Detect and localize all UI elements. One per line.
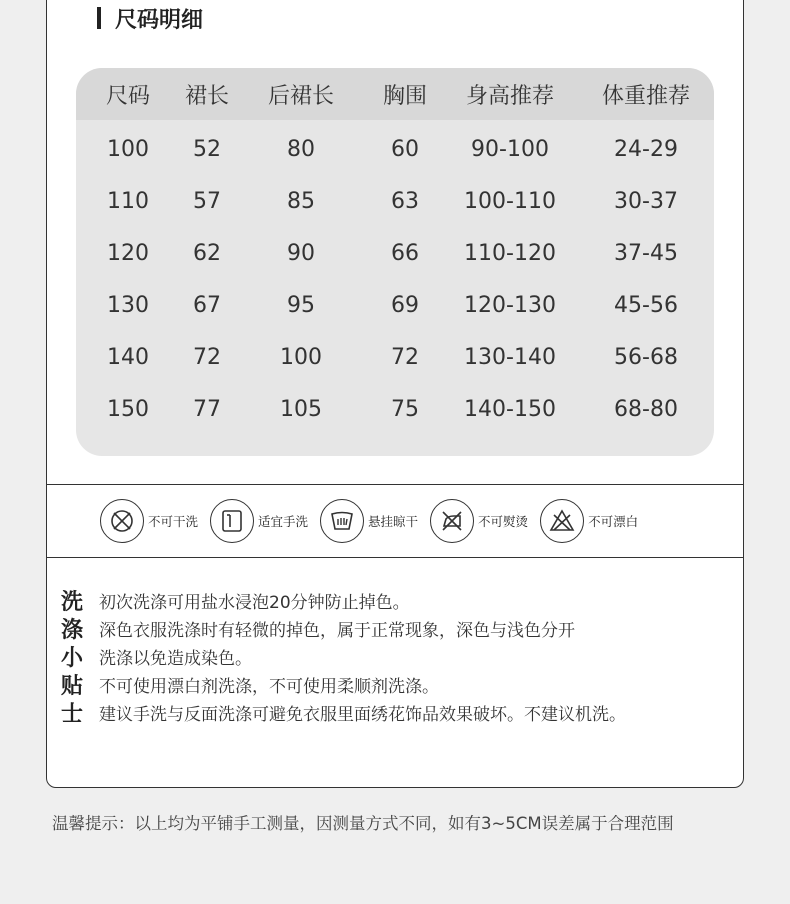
table-cell: 24-29 bbox=[614, 136, 678, 162]
header-cell: 后裙长 bbox=[267, 83, 334, 109]
care-label: 不可干洗 bbox=[148, 514, 199, 529]
hang-dry-icon bbox=[320, 499, 364, 543]
tip-text: 洗涤以免造成染色。 bbox=[99, 648, 252, 669]
no-dry-clean-icon bbox=[100, 499, 144, 543]
table-cell: 110 bbox=[107, 188, 149, 214]
measurement-note: 温馨提示：以上均为平铺手工测量，因测量方式不同，如有3~5CM误差属于合理范围 bbox=[52, 814, 674, 833]
tip-line bbox=[61, 670, 741, 698]
table-cell: 120-130 bbox=[464, 292, 556, 318]
care-item bbox=[320, 499, 418, 543]
care-item bbox=[210, 499, 308, 543]
table-cell: 130-140 bbox=[464, 344, 556, 370]
tip-text: 初次洗涤可用盐水浸泡20分钟防止掉色。 bbox=[99, 592, 410, 613]
table-cell: 130 bbox=[107, 292, 149, 318]
table-cell: 60 bbox=[391, 136, 419, 162]
table-body bbox=[76, 120, 714, 435]
tip-heading-char: 贴 bbox=[61, 673, 84, 699]
table-row bbox=[76, 175, 714, 227]
table-cell: 45-56 bbox=[614, 292, 678, 318]
tip-line bbox=[61, 586, 741, 614]
tip-heading-char: 洗 bbox=[61, 589, 84, 615]
table-cell: 150 bbox=[107, 396, 149, 422]
table-cell: 110-120 bbox=[464, 240, 556, 266]
tip-line bbox=[61, 642, 741, 670]
table-cell: 72 bbox=[391, 344, 419, 370]
table-row bbox=[76, 227, 714, 279]
table-cell: 72 bbox=[193, 344, 221, 370]
table-cell: 75 bbox=[391, 396, 419, 422]
table-cell: 90-100 bbox=[471, 136, 549, 162]
title-bar bbox=[97, 7, 101, 29]
care-item bbox=[100, 499, 198, 543]
table-cell: 66 bbox=[391, 240, 419, 266]
care-item bbox=[540, 499, 638, 543]
header-cell: 尺码 bbox=[105, 83, 150, 109]
table-cell: 57 bbox=[193, 188, 221, 214]
table-cell: 52 bbox=[193, 136, 221, 162]
table-header bbox=[76, 68, 714, 120]
care-instructions bbox=[47, 484, 743, 558]
hand-wash-icon bbox=[210, 499, 254, 543]
header-cell: 身高推荐 bbox=[465, 83, 554, 109]
table-cell: 100-110 bbox=[464, 188, 556, 214]
table-cell: 85 bbox=[287, 188, 315, 214]
table-cell: 100 bbox=[107, 136, 149, 162]
header-cell: 体重推荐 bbox=[601, 83, 690, 109]
table-cell: 62 bbox=[193, 240, 221, 266]
header-cell: 裙长 bbox=[184, 83, 229, 109]
table-row bbox=[76, 331, 714, 383]
care-label: 适宜手洗 bbox=[258, 514, 309, 529]
table-cell: 56-68 bbox=[614, 344, 678, 370]
tip-line bbox=[61, 698, 741, 726]
size-card bbox=[46, 0, 744, 788]
table-cell: 77 bbox=[193, 396, 221, 422]
tip-line bbox=[61, 614, 741, 642]
table-cell: 100 bbox=[280, 344, 322, 370]
care-item bbox=[430, 499, 528, 543]
section-title-text: 尺码明细 bbox=[115, 7, 204, 33]
tip-text: 建议手洗与反面洗涤可避免衣服里面绣花饰品效果破坏。不建议机洗。 bbox=[99, 704, 626, 725]
table-cell: 30-37 bbox=[614, 188, 678, 214]
section-title bbox=[97, 3, 203, 33]
table-cell: 95 bbox=[287, 292, 315, 318]
table-row bbox=[76, 383, 714, 435]
table-cell: 140-150 bbox=[464, 396, 556, 422]
tip-text: 深色衣服洗涤时有轻微的掉色，属于正常现象，深色与浅色分开 bbox=[99, 620, 575, 641]
tip-heading-char: 涤 bbox=[61, 617, 84, 643]
table-cell: 37-45 bbox=[614, 240, 678, 266]
table-cell: 69 bbox=[391, 292, 419, 318]
tip-heading-char: 小 bbox=[61, 645, 84, 671]
care-label: 不可漂白 bbox=[588, 514, 639, 529]
table-cell: 120 bbox=[107, 240, 149, 266]
no-iron-icon bbox=[430, 499, 474, 543]
table-cell: 90 bbox=[287, 240, 315, 266]
care-label: 不可熨烫 bbox=[478, 514, 529, 529]
table-cell: 80 bbox=[287, 136, 315, 162]
header-cell: 胸围 bbox=[382, 83, 427, 109]
table-cell: 140 bbox=[107, 344, 149, 370]
table-row bbox=[76, 279, 714, 331]
washing-tips bbox=[61, 586, 741, 726]
tip-text: 不可使用漂白剂洗涤，不可使用柔顺剂洗涤。 bbox=[99, 676, 439, 697]
care-label: 悬挂晾干 bbox=[368, 514, 419, 529]
no-bleach-icon bbox=[540, 499, 584, 543]
tip-heading-char: 士 bbox=[61, 701, 84, 727]
table-cell: 105 bbox=[280, 396, 322, 422]
table-cell: 68-80 bbox=[614, 396, 678, 422]
size-table bbox=[76, 68, 714, 456]
table-row bbox=[76, 123, 714, 175]
table-cell: 67 bbox=[193, 292, 221, 318]
table-cell: 63 bbox=[391, 188, 419, 214]
